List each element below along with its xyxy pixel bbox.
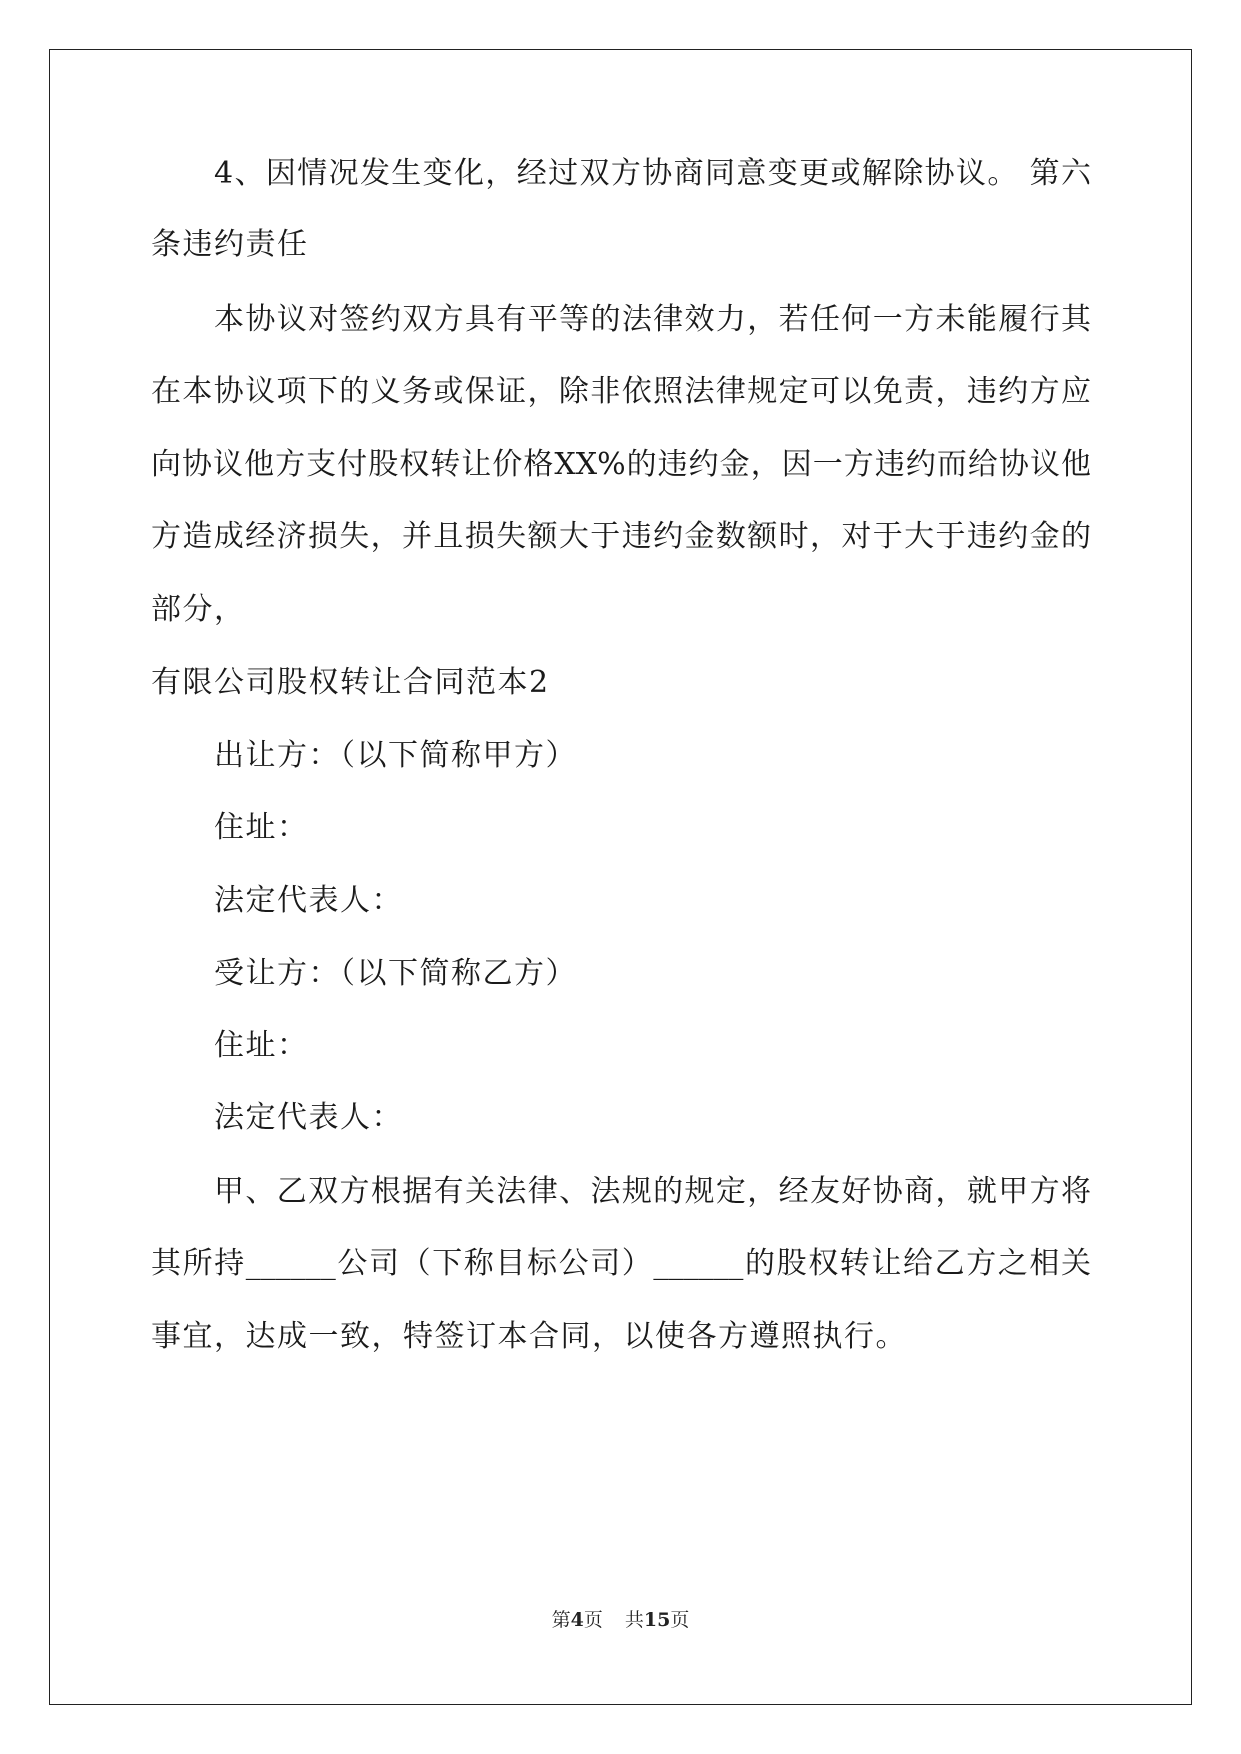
paragraph-line: 甲、乙双方根据有关法律、法规的规定，经友好协商，就甲方将 xyxy=(214,1174,1091,1209)
footer-prefix: 第 xyxy=(551,1609,571,1631)
paragraph-line: 向协议他方支付股权转让价格XX%的违约金，因一方违约而给协议他 xyxy=(151,447,1091,482)
paragraph-line: 在本协议项下的义务或保证，除非依照法律规定可以免责，违约方应 xyxy=(151,374,1091,409)
paragraph-line: 其所持______公司（下称目标公司）______的股权转让给乙方之相关 xyxy=(151,1246,1091,1281)
party-line: 受让方：（以下简称乙方） xyxy=(214,956,577,991)
footer-total-suffix: 页 xyxy=(670,1609,690,1631)
page-footer xyxy=(0,1608,1241,1632)
party-line: 法定代表人： xyxy=(214,883,403,918)
party-line: 住址： xyxy=(214,810,309,845)
footer-page-number: 4 xyxy=(570,1609,584,1631)
party-line: 住址： xyxy=(214,1028,309,1063)
paragraph-line: 条违约责任 xyxy=(151,227,309,262)
page-border xyxy=(49,49,1192,1705)
party-line: 法定代表人： xyxy=(214,1100,403,1135)
footer-page-suffix: 页 xyxy=(583,1609,603,1631)
paragraph-line: 本协议对签约双方具有平等的法律效力，若任何一方未能履行其 xyxy=(214,302,1091,337)
footer-total-prefix: 共 xyxy=(624,1609,644,1631)
paragraph-line: 4、因情况发生变化，经过双方协商同意变更或解除协议。 第六 xyxy=(214,156,1091,191)
paragraph-line: 方造成经济损失，并且损失额大于违约金数额时，对于大于违约金的 xyxy=(151,519,1091,554)
section-heading: 有限公司股权转让合同范本2 xyxy=(151,665,550,700)
paragraph-line: 部分， xyxy=(151,592,246,627)
footer-total-pages: 15 xyxy=(643,1609,671,1631)
party-line: 出让方：（以下简称甲方） xyxy=(214,738,577,773)
paragraph-line: 事宜，达成一致，特签订本合同，以使各方遵照执行。 xyxy=(151,1319,907,1354)
